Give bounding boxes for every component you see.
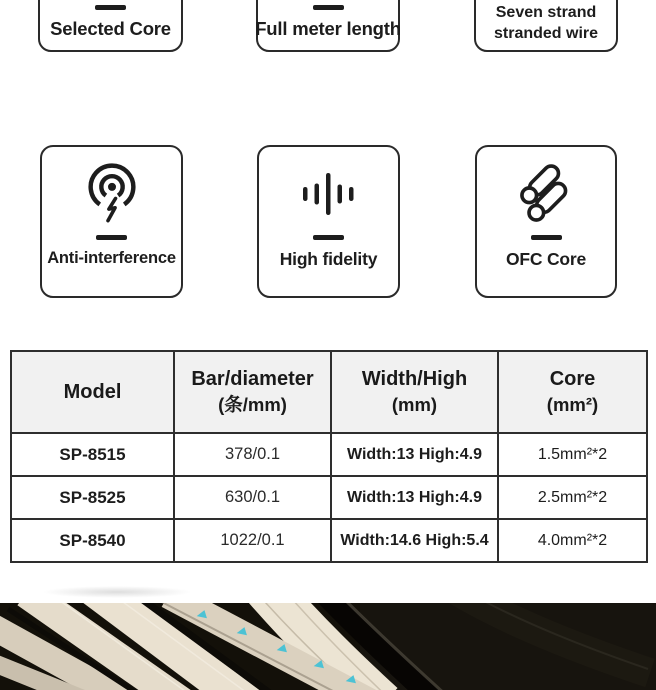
icon-underline: [95, 5, 126, 10]
feature-label: High fidelity: [279, 249, 378, 269]
feature-label: OFC Core: [505, 249, 587, 269]
table-row: [11, 476, 647, 519]
icon-underline: [96, 235, 127, 240]
icon-underline: [531, 235, 562, 240]
feature-label: Anti-interference: [47, 249, 176, 267]
feature-row-top: [0, 0, 656, 53]
cell-core: 4.0mm²*2: [498, 519, 647, 562]
feature-box-selected-core: [38, 0, 183, 52]
feature-label: Selected Core: [50, 18, 171, 39]
col-header-bar-diameter: Bar/diameter (条/mm): [174, 351, 331, 433]
feature-box-seven-strand: [474, 0, 618, 52]
spec-table-header: [11, 351, 647, 433]
col-header-model: Model: [11, 351, 174, 433]
anti-interference-icon: [83, 161, 141, 227]
col-header-core: Core (mm²): [498, 351, 647, 433]
feature-box-high-fidelity: [257, 145, 400, 298]
feature-label: Full meter length: [255, 18, 401, 39]
feature-label-line2: stranded wire: [493, 25, 599, 42]
spec-table: [10, 350, 648, 563]
col-header-width-high: Width/High (mm): [331, 351, 498, 433]
feature-box-full-meter-length: [256, 0, 400, 52]
icon-underline: [313, 235, 344, 240]
cell-bar-diameter: 378/0.1: [174, 433, 331, 476]
table-row: [11, 519, 647, 562]
cell-width-high: Width:13 High:4.9: [331, 433, 498, 476]
feature-box-ofc-core: [475, 145, 617, 298]
ofc-core-icon: [515, 161, 577, 227]
cell-bar-diameter: 1022/0.1: [174, 519, 331, 562]
cell-core: 2.5mm²*2: [498, 476, 647, 519]
cell-bar-diameter: 630/0.1: [174, 476, 331, 519]
feature-label-line1: Seven strand: [495, 4, 597, 21]
cell-model: SP-8525: [11, 476, 174, 519]
cell-model: SP-8515: [11, 433, 174, 476]
high-fidelity-icon: [301, 161, 357, 227]
cell-model: SP-8540: [11, 519, 174, 562]
cable-strand-photo: [0, 603, 656, 690]
icon-underline: [313, 5, 344, 10]
cell-width-high: Width:13 High:4.9: [331, 476, 498, 519]
shadow-smudge: [42, 586, 192, 598]
feature-box-anti-interference: [40, 145, 183, 298]
table-row: [11, 433, 647, 476]
cell-width-high: Width:14.6 High:5.4: [331, 519, 498, 562]
cell-core: 1.5mm²*2: [498, 433, 647, 476]
